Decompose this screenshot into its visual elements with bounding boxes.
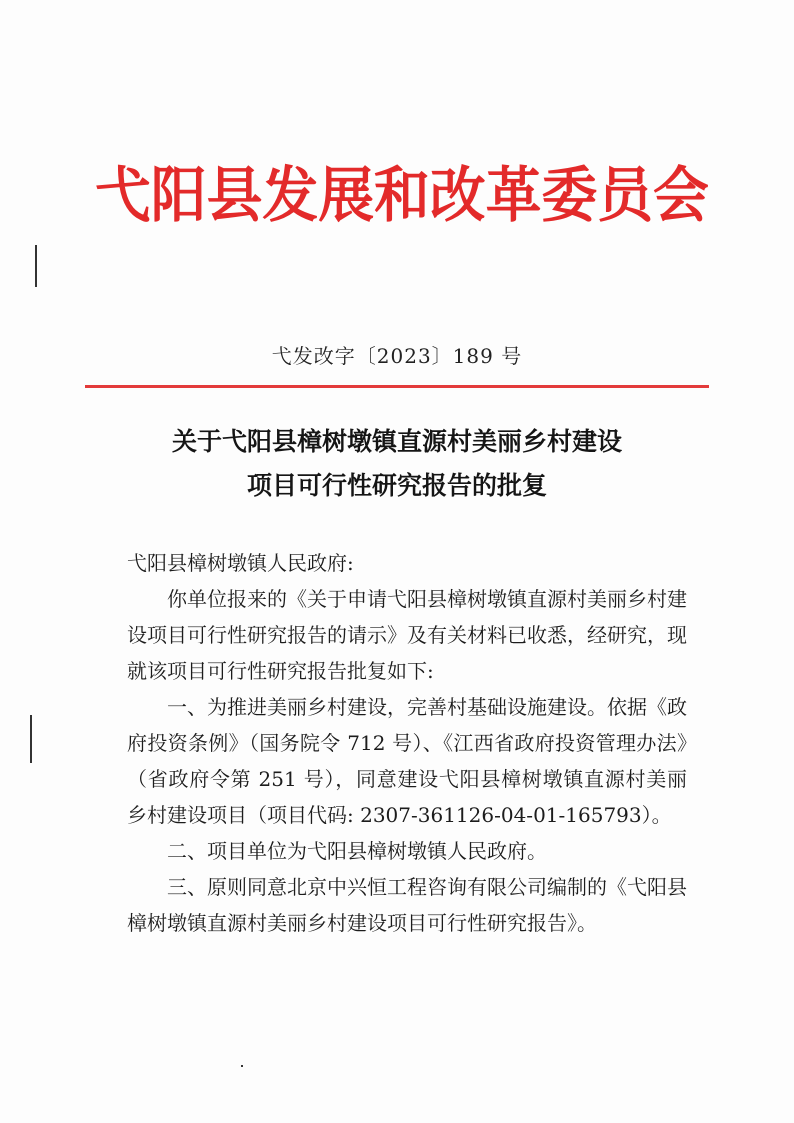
body-paragraph: 三、原则同意北京中兴恒工程咨询有限公司编制的《弋阳县樟树墩镇直源村美丽乡村建设项目可行性研究报告》。 — [127, 875, 687, 935]
document-subject — [0, 420, 794, 508]
scan-artifact — [241, 1065, 243, 1067]
document-number: 弋发改字〔2023〕189 号 — [271, 344, 523, 368]
scan-artifact — [35, 245, 37, 287]
red-divider-line — [85, 385, 709, 388]
body-paragraph: 二、项目单位为弋阳县樟树墩镇人民政府。 — [167, 839, 547, 863]
document-body — [127, 545, 687, 941]
subject-line-1: 关于弋阳县樟树墩镇直源村美丽乡村建设 — [171, 427, 622, 456]
org-title: 弋阳县发展和改革委员会 — [95, 161, 709, 231]
scan-artifact — [30, 715, 32, 763]
body-paragraph: 一、为推进美丽乡村建设，完善村基础设施建设。依据《政府投资条例》（国务院令 712 号）、《江西省政府投资管理办法》（省政府令第 251 号），同意建设弋阳县樟树墩镇直源村美丽乡村建设项目（项目代码: 2307-361126-04-01-165793）。 — [127, 695, 687, 827]
body-paragraph: 你单位报来的《关于申请弋阳县樟树墩镇直源村美丽乡村建设项目可行性研究报告的请示》及有关材料已收悉，经研究，现就该项目可行性研究报告批复如下: — [127, 587, 687, 683]
addressee: 弋阳县樟树墩镇人民政府: — [127, 551, 354, 575]
subject-line-2: 项目可行性研究报告的批复 — [246, 471, 547, 500]
